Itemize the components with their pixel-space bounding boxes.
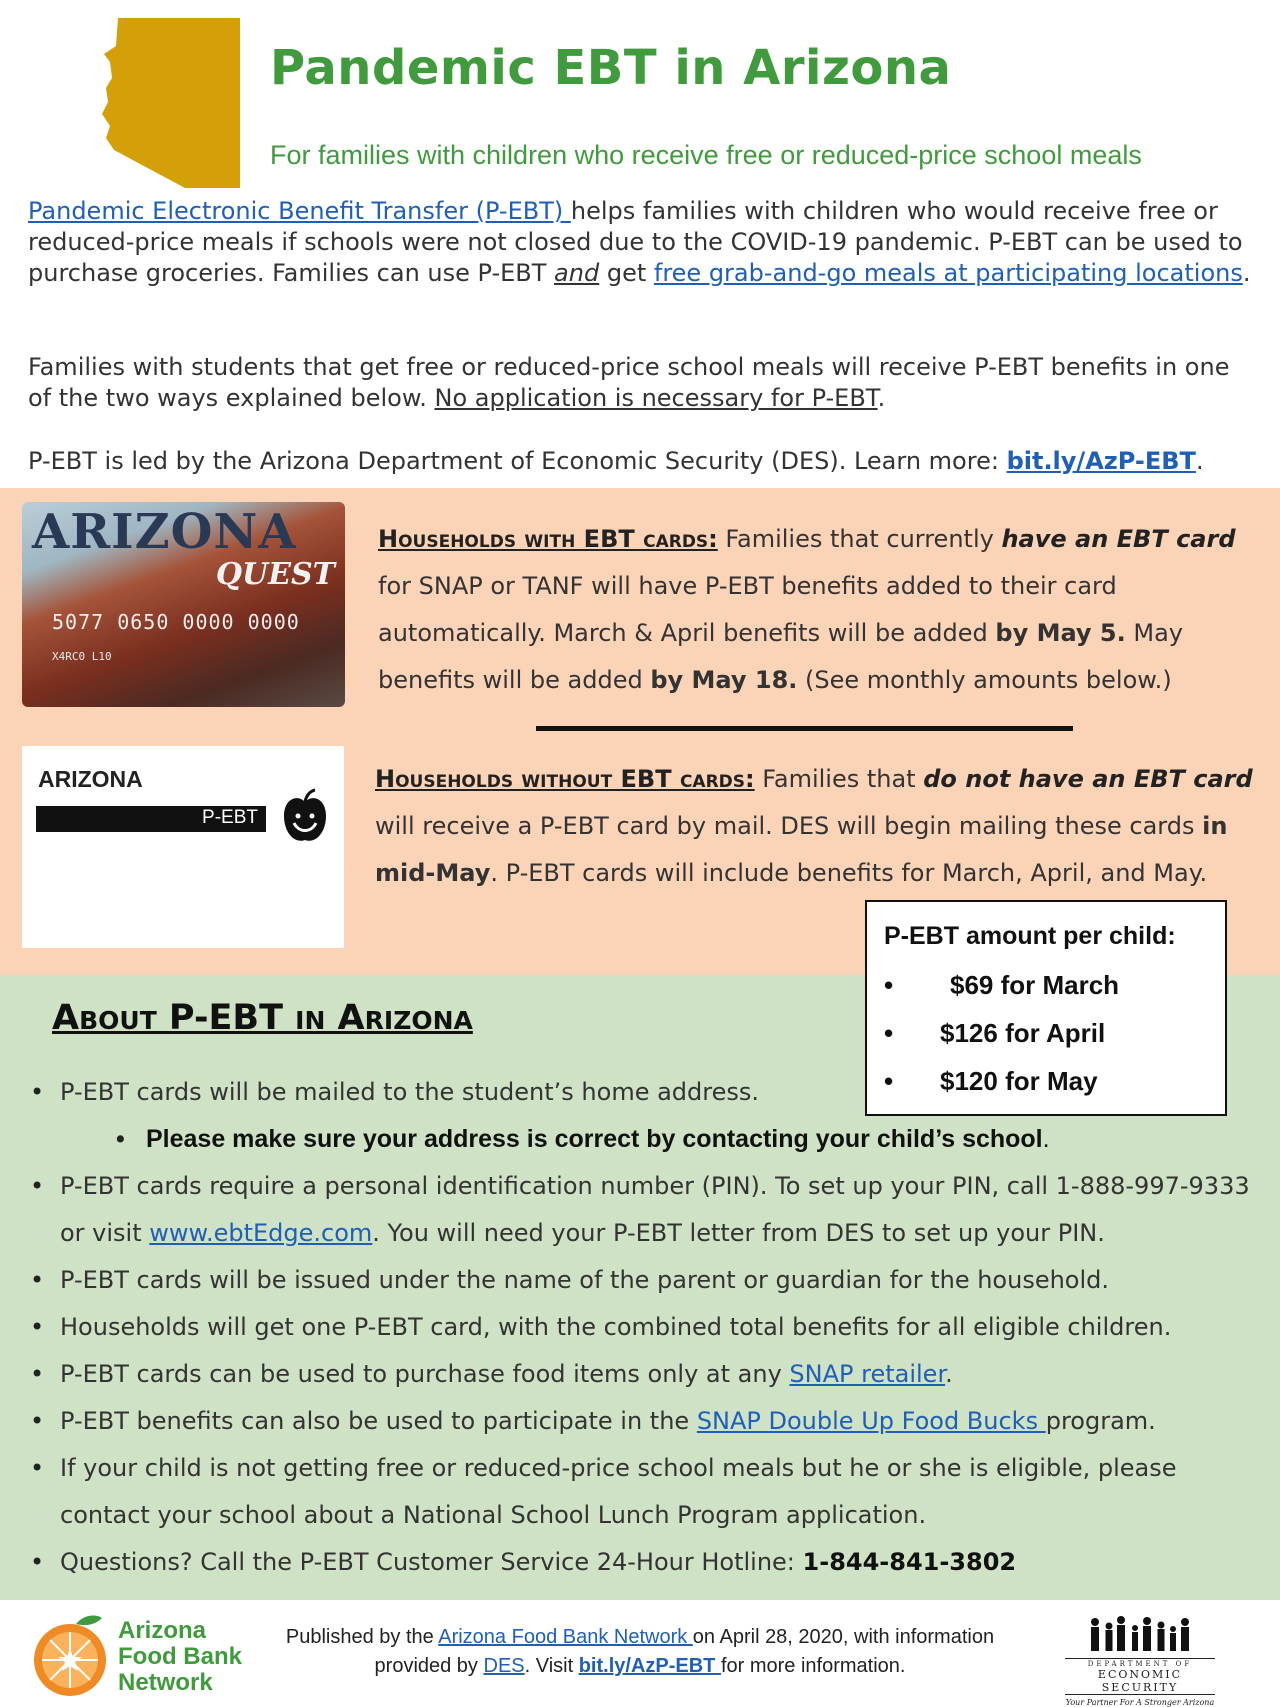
- list-item: [28, 1445, 1268, 1539]
- address-note-period: .: [1042, 1125, 1050, 1153]
- double-up-end: program.: [1045, 1407, 1156, 1435]
- hh2-date: in mid-May: [375, 812, 1228, 887]
- intro2-period: .: [877, 384, 886, 412]
- card1-number: 5077 0650 0000 0000: [52, 610, 300, 634]
- intro-paragraph-3: [28, 446, 1258, 477]
- card1-state-name: ARIZONA: [32, 504, 297, 560]
- footer-text-3: . Visit: [524, 1655, 579, 1677]
- amount-april: $126 for April: [940, 1018, 1106, 1048]
- intro3-period: .: [1195, 447, 1204, 475]
- footer-bitly-link[interactable]: bit.ly/AzP-EBT: [578, 1655, 721, 1677]
- arizona-state-shape-icon: [100, 18, 240, 188]
- des-logo-line-1: DEPARTMENT OF: [1065, 1658, 1215, 1668]
- card1-brand: QUEST: [215, 557, 335, 592]
- afbn-logo-text: [118, 1618, 242, 1696]
- amount-march: $69 for March: [950, 970, 1120, 1000]
- hh1-text-4: (See monthly amounts below.): [797, 666, 1172, 694]
- page-title: Pandemic EBT in Arizona: [270, 40, 952, 96]
- intro-text: helps families with children who would receive free or reduced-price meals if schools were not closed due to the COVID-19 pandemic. P-EBT can be used to purchase groceries. Families can use P-EBT: [28, 197, 1243, 287]
- hh1-text-2: for SNAP or TANF will have P-EBT benefits added to their card automatically. March & April benefits will be added: [378, 572, 1117, 647]
- list-item-text: P-EBT cards will be mailed to the student’s home address.: [60, 1078, 760, 1106]
- pin-text: P-EBT cards require a personal identification number (PIN). To set up your PIN, call 1-888-997-9333 or visit: [60, 1172, 1250, 1247]
- intro-paragraph-2: [28, 352, 1258, 414]
- hh1-emphasis: have an EBT card: [1001, 525, 1236, 553]
- learn-more-link[interactable]: bit.ly/AzP-EBT: [1006, 447, 1196, 475]
- no-application-note: No application is necessary for P-EBT: [434, 384, 878, 412]
- card1-small-text: X4RC0 L10: [52, 650, 112, 663]
- card2-bar-label: P-EBT: [202, 807, 258, 828]
- bullet: •: [884, 970, 894, 1000]
- about-heading: About P-EBT in Arizona: [52, 998, 473, 1038]
- hh2-text-1: Families that: [754, 765, 924, 793]
- des-link[interactable]: DES: [483, 1655, 525, 1677]
- list-item-text: Households will get one P-EBT card, with the combined total benefits for all eligible children.: [60, 1313, 1172, 1341]
- des-logo-tagline: Your Partner For A Stronger Arizona: [1065, 1698, 1215, 1707]
- footer-text-2: on April 28, 2020, with information provided by: [374, 1626, 995, 1677]
- snap-retailer-link[interactable]: SNAP retailer: [789, 1360, 946, 1388]
- amount-row-march: [884, 970, 1120, 1001]
- intro-text-b: get: [599, 259, 654, 287]
- hh2-text-2: will receive a P-EBT card by mail. DES will begin mailing these cards: [375, 812, 1203, 840]
- amount-per-child-box: [865, 900, 1227, 1116]
- intro-period: .: [1242, 259, 1251, 287]
- footer-text-4: for more information.: [720, 1655, 906, 1677]
- arizona-quest-card-image: [22, 502, 345, 707]
- bullet: •: [884, 1066, 894, 1096]
- p-ebt-info-link[interactable]: Pandemic Electronic Benefit Transfer (P-EBT): [28, 197, 571, 225]
- pin-text-b: . You will need your P-EBT letter from DES to set up your PIN.: [372, 1219, 1105, 1247]
- afbn-link[interactable]: Arizona Food Bank Network: [438, 1626, 693, 1648]
- smiling-apple-icon: [280, 788, 330, 846]
- double-up-text: P-EBT benefits can also be used to participate in the: [60, 1407, 697, 1435]
- amount-row-may: [884, 1066, 1098, 1097]
- households-without-cards-text: [375, 756, 1270, 897]
- address-note: Please make sure your address is correct by contacting your child’s school: [146, 1125, 1043, 1153]
- list-item: [28, 1304, 1268, 1351]
- afbn-line-1: Arizona: [118, 1617, 207, 1644]
- section-divider: [536, 726, 1073, 731]
- list-item: [28, 1398, 1268, 1445]
- hh1-text-3: May benefits will be added: [378, 619, 1183, 694]
- footer-credit: [260, 1623, 1020, 1681]
- intro-paragraph: [28, 196, 1258, 289]
- list-item: [28, 1163, 1268, 1257]
- hotline-text: Questions? Call the P-EBT Customer Service 24-Hour Hotline:: [60, 1548, 803, 1576]
- snap-text: P-EBT cards can be used to purchase food items only at any: [60, 1360, 790, 1388]
- list-item-text: If your child is not getting free or reduced-price school meals but he or she is eligible, please contact your school about a National School Lunch Program application.: [60, 1454, 1177, 1529]
- list-item-text: P-EBT cards will be issued under the name of the parent or guardian for the household.: [60, 1266, 1110, 1294]
- amount-row-april: [884, 1018, 1106, 1049]
- list-item: [28, 1539, 1268, 1586]
- households-with-cards-heading: Households with EBT cards:: [378, 525, 718, 553]
- grab-and-go-meals-link[interactable]: free grab-and-go meals at participating locations: [653, 259, 1243, 287]
- intro3-text: P-EBT is led by the Arizona Department of Economic Security (DES). Learn more:: [28, 447, 1007, 475]
- ebtedge-link[interactable]: www.ebtEdge.com: [149, 1219, 373, 1247]
- list-item-sub: [28, 1116, 1268, 1163]
- footer-text-1: Published by the: [285, 1626, 439, 1648]
- afbn-line-3: Network: [118, 1669, 213, 1696]
- afbn-line-2: Food Bank: [118, 1643, 242, 1670]
- family-figures-icon: [1085, 1612, 1195, 1656]
- list-item: [28, 1257, 1268, 1304]
- bullet: •: [884, 1018, 894, 1048]
- intro-and: and: [554, 259, 600, 287]
- about-list: [28, 1069, 1268, 1586]
- amount-may: $120 for May: [940, 1066, 1098, 1096]
- snap-period: .: [945, 1360, 953, 1388]
- des-logo: [1065, 1612, 1215, 1707]
- hh2-emphasis: do not have an EBT card: [923, 765, 1253, 793]
- arizona-p-ebt-card-image: [22, 746, 344, 948]
- households-without-cards-heading: Households without EBT cards:: [375, 765, 755, 793]
- des-logo-line-2: ECONOMIC SECURITY: [1065, 1668, 1215, 1695]
- hh1-date-1: by May 5.: [995, 619, 1126, 647]
- list-item: [28, 1351, 1268, 1398]
- page-subtitle: For families with children who receive free or reduced-price school meals: [270, 140, 1142, 170]
- orange-logo-icon: [30, 1612, 116, 1698]
- hh2-text-3: . P-EBT cards will include benefits for March, April, and May.: [490, 859, 1208, 887]
- card2-bar: [36, 806, 266, 832]
- amount-box-title: P-EBT amount per child:: [884, 922, 1176, 950]
- intro2-text: Families with students that get free or reduced-price school meals will receive P-EBT benefits in one of the two ways explained below.: [28, 353, 1230, 412]
- hh1-date-2: by May 18.: [650, 666, 798, 694]
- hh1-text-1: Families that currently: [717, 525, 1002, 553]
- hotline-phone: 1-844-841-3802: [802, 1548, 1017, 1576]
- double-up-food-bucks-link[interactable]: SNAP Double Up Food Bucks: [696, 1407, 1046, 1435]
- card2-state-name: ARIZONA: [38, 766, 143, 792]
- households-with-cards-text: [378, 516, 1258, 704]
